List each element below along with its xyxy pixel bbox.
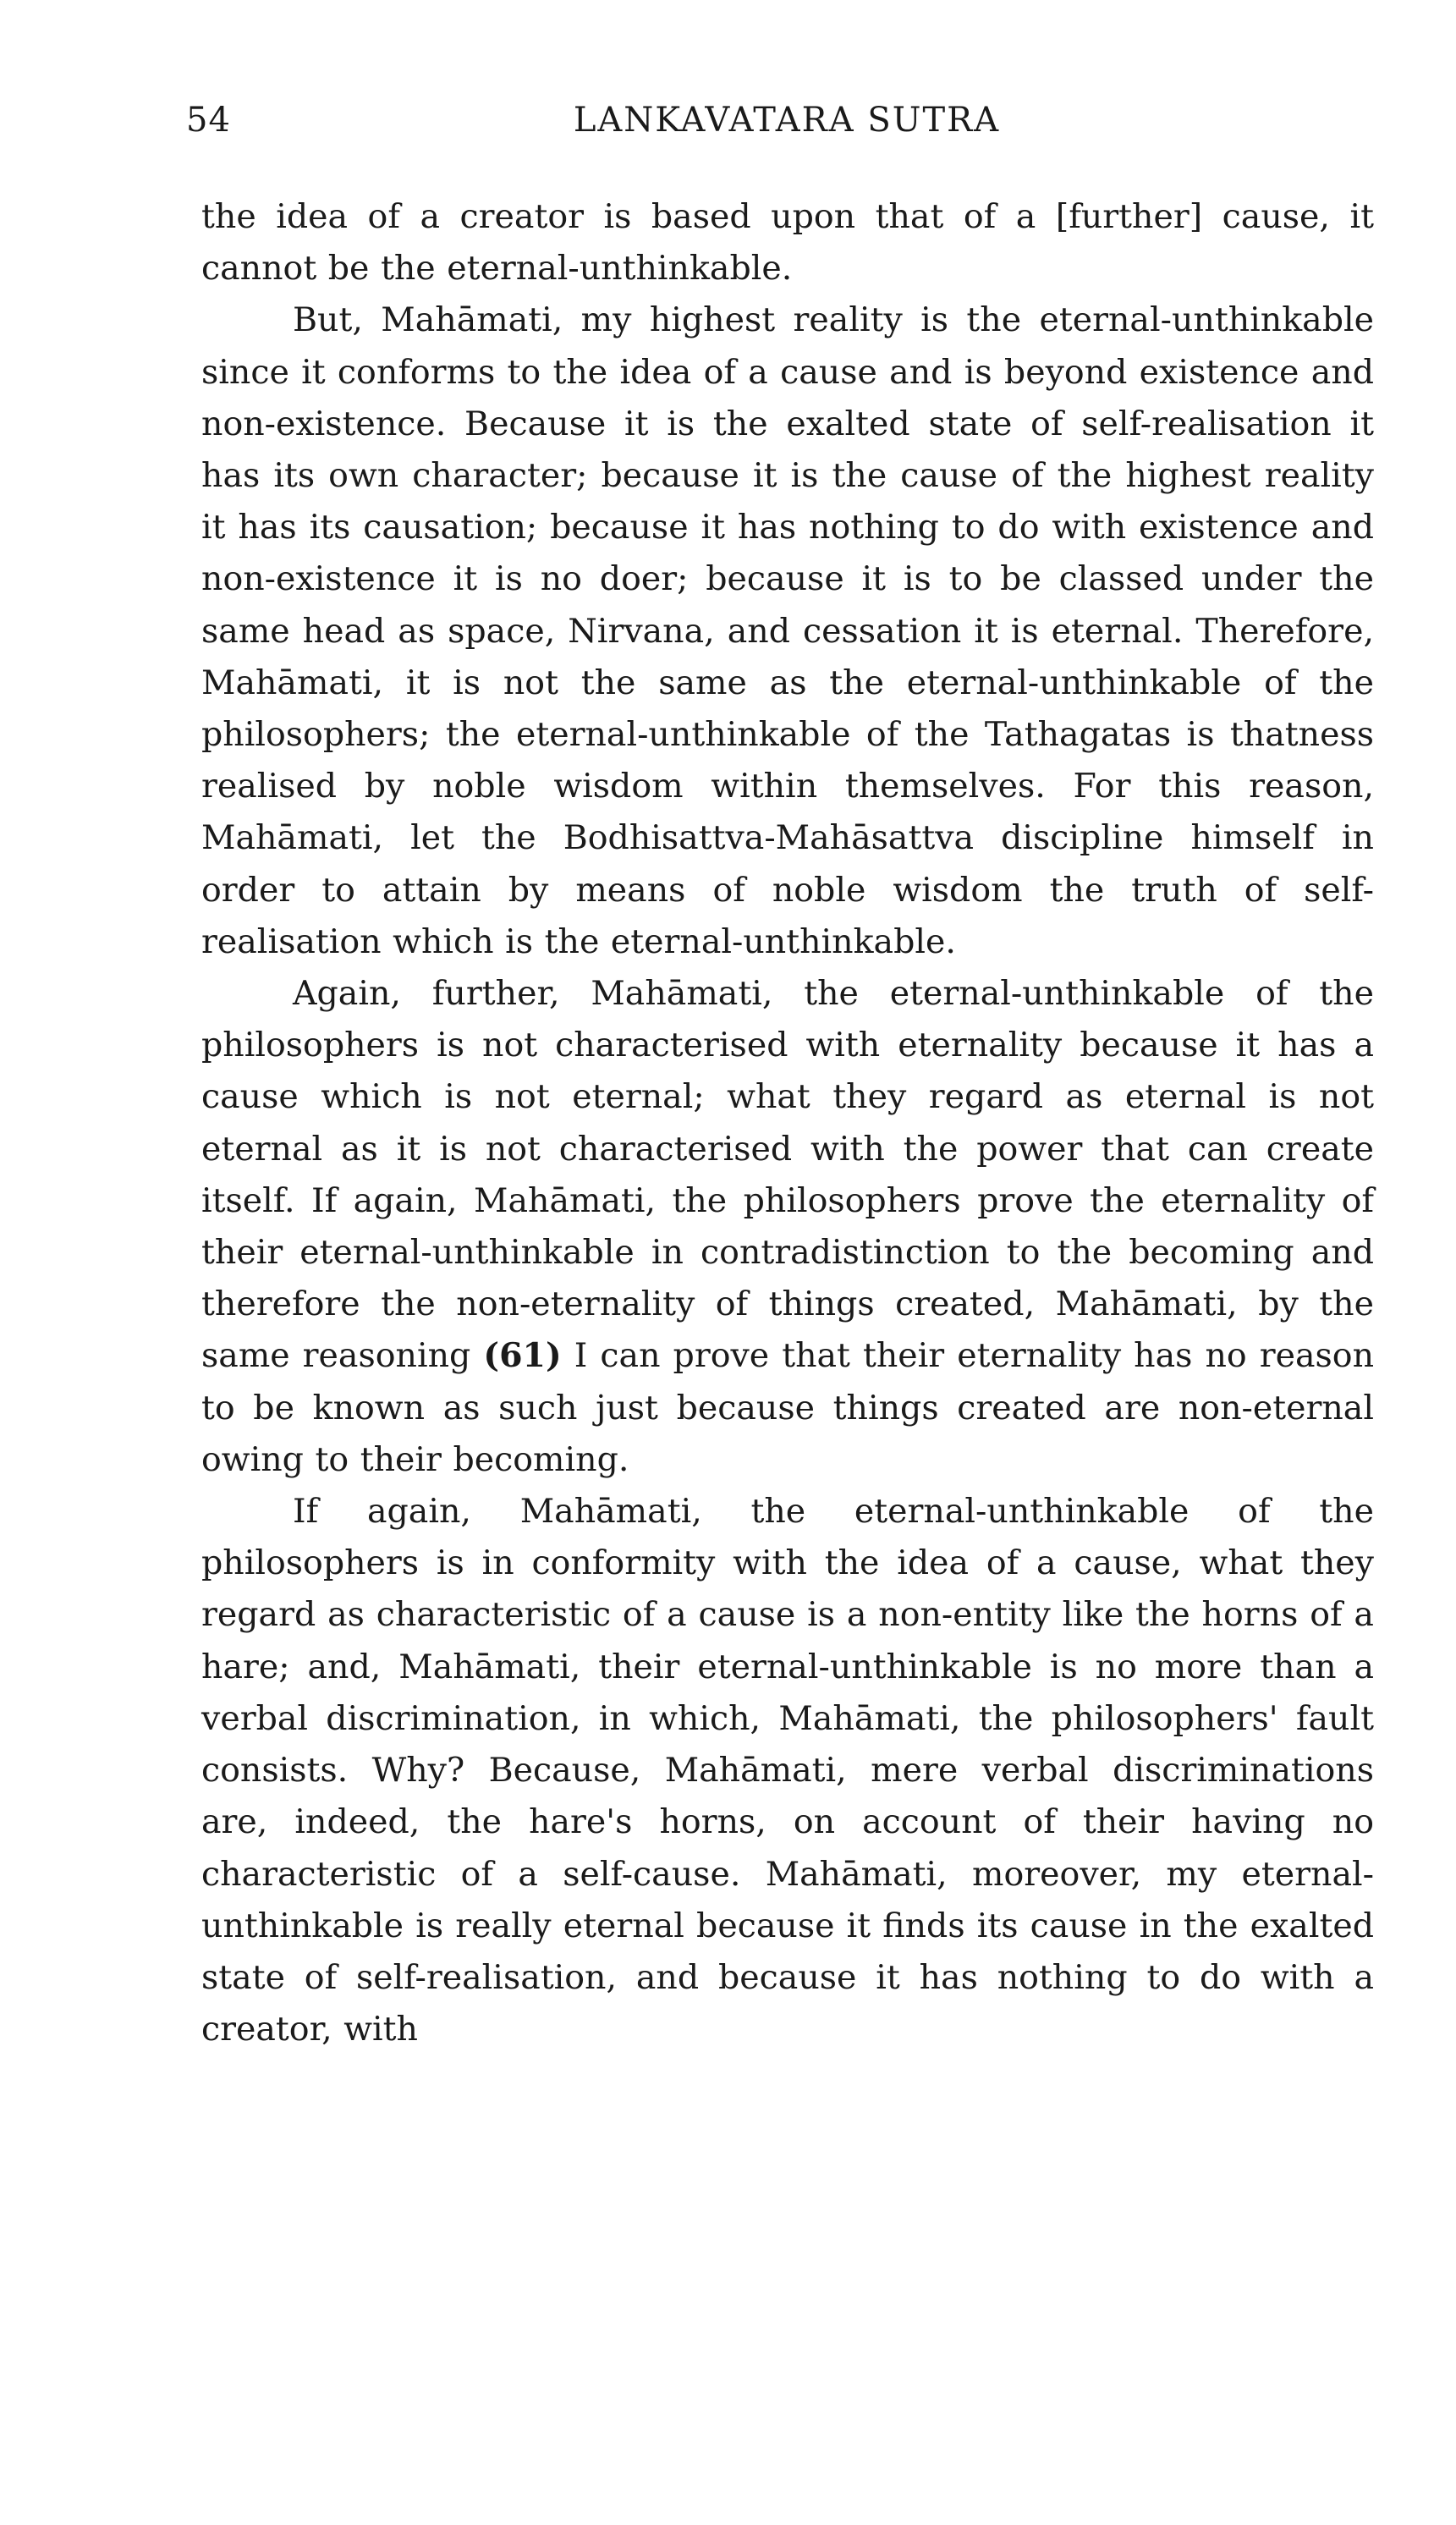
running-head <box>186 95 1387 146</box>
paragraph-2: But, Mahāmati, my highest reality is the eternal-unthinkable since it conforms to the idea of a cause and is beyond existence and non-existence. Because it is the exalted state of self-realisation it has its own character; because it is the cause of the highest reality it has its causation; because it has nothing to do with existence and non-existence it is no doer; because it is to be classed under the same head as space, Nirvana, and cessation it is eternal. Therefore, Mahāmati, it is not the same as the eternal-unthinkable of the philosophers; the eternal-unthinkable of the Tathagatas is thatness realised by noble wisdom within themselves. For this reason, Mahāmati, let the Bodhisattva-Mahāsattva discipline himself in order to attain by means of noble wisdom the truth of self-realisation which is the eternal-unthinkable. <box>201 300 1374 961</box>
section-reference-number: (61) <box>483 1336 562 1376</box>
page-number: 54 <box>186 101 231 140</box>
paragraph-4: If again, Mahāmati, the eternal-unthinkable of the philosophers is in conformity with the idea of a cause, what they regard as characteristic of a cause is a non-entity like the horns of a hare; and, Mahāmati, their eternal-unthinkable is no more than a verbal discrimination, in which, Mahāmati, the philosophers' fault consists. Why? Because, Mahāmati, mere verbal discriminations are, indeed, the hare's horns, on account of their having no characteristic of a self-cause. Mahāmati, moreover, my eternal-unthinkable is really eternal because it finds its cause in the exalted state of self-realisation, and because it has nothing to do with a creator, with <box>201 1492 1374 2049</box>
body-text <box>201 191 1374 2055</box>
paragraph-3 <box>201 968 1374 1486</box>
paragraph-1: the idea of a creator is based upon that of a [further] cause, it cannot be the eternal-unthinkable. <box>201 197 1374 289</box>
paragraph-3-text-a: Again, further, Mahāmati, the eternal-unthinkable of the philosophers is not characterised with eternality because it has a cause which is not eternal; what they regard as eternal is not eternal as it is not characterised with the power that can create itself. If again, Mahāmati, the philosophers prove the eternality of their eternal-unthinkable in contradistinction to the becoming and therefore the non-eternality of things created, Mahāmati, by the same reasoning <box>201 974 1374 1376</box>
running-title: LANKAVATARA SUTRA <box>573 101 1001 140</box>
paragraph-3-text-b: I can prove that their eternality has no reason to be known as such just because things created are non-eternal owing to their becoming. <box>201 1336 1375 1479</box>
